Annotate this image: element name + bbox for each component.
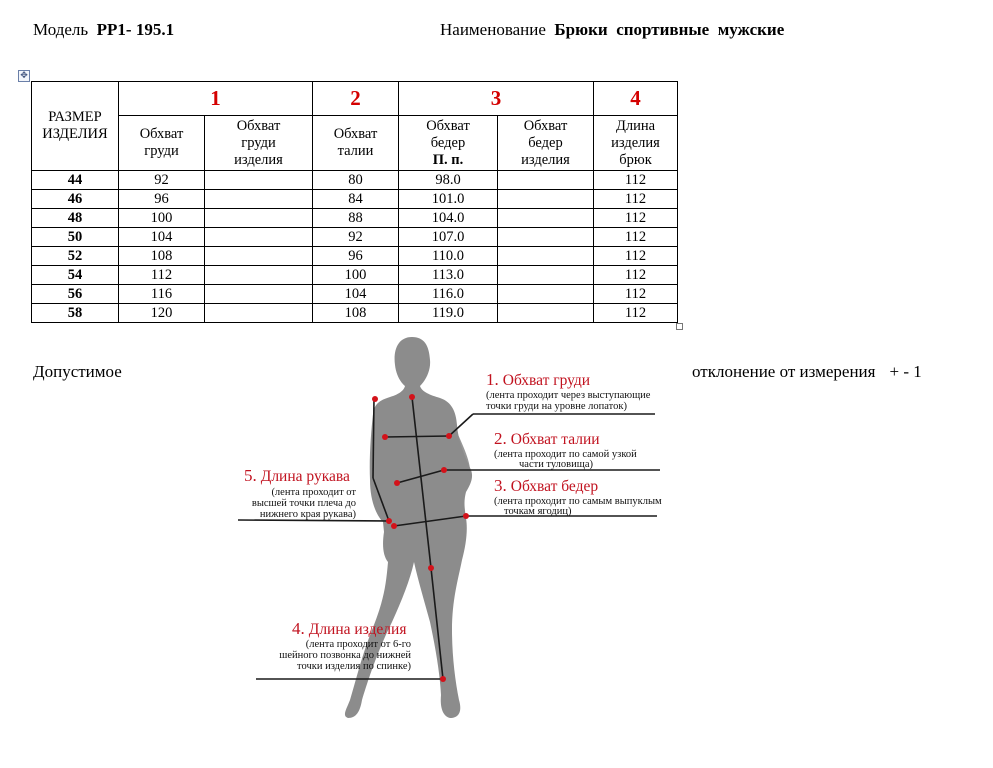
svg-text:3.Обхват бедер	[494, 476, 598, 495]
cell-chest: 100	[119, 209, 205, 228]
header-line: Обхват	[523, 117, 568, 134]
callout-number: 1.	[486, 370, 499, 389]
callout-note: шейного позвонка до нижней	[279, 650, 411, 661]
marker-dot	[409, 394, 415, 400]
header-line: изделия	[234, 151, 283, 168]
callout-number: 2.	[494, 429, 507, 448]
marker-dot	[372, 396, 378, 402]
header-line: изделия	[521, 151, 570, 168]
cell-hips: 104.0	[399, 209, 498, 228]
callout-note: (лента проходит по самой узкой	[494, 449, 637, 460]
cell-chest: 112	[119, 266, 205, 285]
callout-title: Обхват груди	[502, 372, 591, 389]
cell-waist: 108	[313, 304, 399, 323]
cell-chest: 120	[119, 304, 205, 323]
cell-hips: 110.0	[399, 247, 498, 266]
svg-text:4.Длина изделия	[292, 619, 406, 638]
cell-size: 58	[32, 304, 119, 323]
callout-number: 5.	[244, 466, 257, 485]
callout-title: Обхват талии	[510, 431, 600, 448]
callout-note: высшей точки плеча до	[251, 498, 356, 509]
model-label: Модель	[33, 20, 89, 39]
cell-length: 112	[594, 304, 678, 323]
header-line: груди	[144, 143, 179, 159]
header-line: Длина	[615, 117, 656, 134]
move-handle-icon[interactable]: ✥	[18, 70, 30, 82]
cell-hips: 107.0	[399, 228, 498, 247]
cell-size: 54	[32, 266, 119, 285]
cell-size: 56	[32, 285, 119, 304]
group-number-1: 1	[119, 82, 313, 116]
svg-text:5.Длина рукава	[244, 466, 350, 485]
model-value: РР1- 195.1	[96, 20, 175, 39]
callout-note: (лента проходит по самым выпуклым	[494, 496, 662, 507]
callout-note: (лента проходит от 6-го	[305, 639, 411, 650]
cell-length: 112	[594, 171, 678, 190]
cell-chest: 104	[119, 228, 205, 247]
callout-note: нижнего края рукава)	[259, 509, 356, 520]
cell-hips: 116.0	[399, 285, 498, 304]
cell-size: 52	[32, 247, 119, 266]
callout-sleeve	[244, 466, 356, 520]
header-line: брюк	[619, 151, 652, 168]
header-line: П. п.	[432, 151, 464, 168]
marker-dot	[382, 434, 388, 440]
callout-note: (лента проходит через выступающие	[486, 390, 651, 401]
callout-note: части туловища)	[519, 459, 593, 470]
cell-length: 112	[594, 285, 678, 304]
marker-dot	[386, 518, 392, 524]
callout-note: (лента проходит от	[271, 487, 356, 498]
group-number-3: 3	[399, 82, 594, 116]
callout-number: 4.	[292, 619, 305, 638]
marker-dot	[441, 467, 447, 473]
cell-chest: 116	[119, 285, 205, 304]
cell-length: 112	[594, 209, 678, 228]
header-line: Обхват	[333, 126, 378, 142]
callout-note: точки груди на уровне лопаток)	[486, 401, 627, 412]
header-line: изделия	[611, 134, 660, 151]
callout-note: точкам ягодиц)	[504, 506, 572, 517]
header-line: бедер	[430, 134, 466, 151]
callout-chest	[486, 370, 651, 412]
callout-number: 3.	[494, 476, 507, 495]
marker-dot	[394, 480, 400, 486]
callout-hips	[494, 476, 662, 517]
marker-dot	[446, 433, 452, 439]
name-value: Брюки спортивные мужские	[554, 20, 785, 39]
cell-hips: 119.0	[399, 304, 498, 323]
cell-waist: 88	[313, 209, 399, 228]
header-line: талии	[337, 143, 374, 159]
marker-dot	[440, 676, 446, 682]
sleeve-line-upper	[373, 398, 374, 478]
cell-waist: 80	[313, 171, 399, 190]
cell-size: 48	[32, 209, 119, 228]
cell-chest: 92	[119, 171, 205, 190]
tolerance-phrase: отклонение от измерения	[692, 362, 876, 381]
header-line: Обхват	[236, 117, 281, 134]
cell-hips: 113.0	[399, 266, 498, 285]
header-line: Обхват	[139, 126, 184, 142]
cell-waist: 84	[313, 190, 399, 209]
cell-size: 44	[32, 171, 119, 190]
cell-length: 112	[594, 190, 678, 209]
cell-hips: 98.0	[399, 171, 498, 190]
group-number-2: 2	[313, 82, 399, 116]
cell-waist: 96	[313, 247, 399, 266]
svg-text:2.Обхват талии	[494, 429, 600, 448]
callout-note: точки изделия по спинке)	[297, 661, 411, 672]
group-number-4: 4	[594, 82, 678, 116]
size-header-line: ИЗДЕЛИЯ	[42, 126, 108, 142]
header-line: груди	[241, 134, 276, 151]
sleeve-underline	[238, 520, 389, 521]
cell-waist: 92	[313, 228, 399, 247]
cell-length: 112	[594, 266, 678, 285]
cell-length: 112	[594, 228, 678, 247]
cell-hips: 101.0	[399, 190, 498, 209]
marker-dot	[391, 523, 397, 529]
tolerance-value: + - 1	[889, 362, 922, 381]
callout-title: Длина рукава	[260, 468, 350, 485]
callout-title: Длина изделия	[308, 621, 407, 638]
header-line: Обхват	[426, 117, 470, 134]
cell-waist: 104	[313, 285, 399, 304]
callout-title: Обхват бедер	[510, 478, 599, 495]
cell-size: 50	[32, 228, 119, 247]
marker-dot	[463, 513, 469, 519]
name-label: Наименование	[440, 20, 546, 39]
callout-waist	[494, 429, 637, 470]
size-header-line: РАЗМЕР	[48, 109, 102, 125]
tolerance-label: Допустимое	[33, 362, 122, 381]
cell-waist: 100	[313, 266, 399, 285]
cell-length: 112	[594, 247, 678, 266]
cell-chest: 108	[119, 247, 205, 266]
callout-length	[279, 619, 411, 672]
header-line: бедер	[528, 134, 563, 151]
cell-chest: 96	[119, 190, 205, 209]
svg-text:1.Обхват груди	[486, 370, 590, 389]
marker-dot	[428, 565, 434, 571]
cell-size: 46	[32, 190, 119, 209]
